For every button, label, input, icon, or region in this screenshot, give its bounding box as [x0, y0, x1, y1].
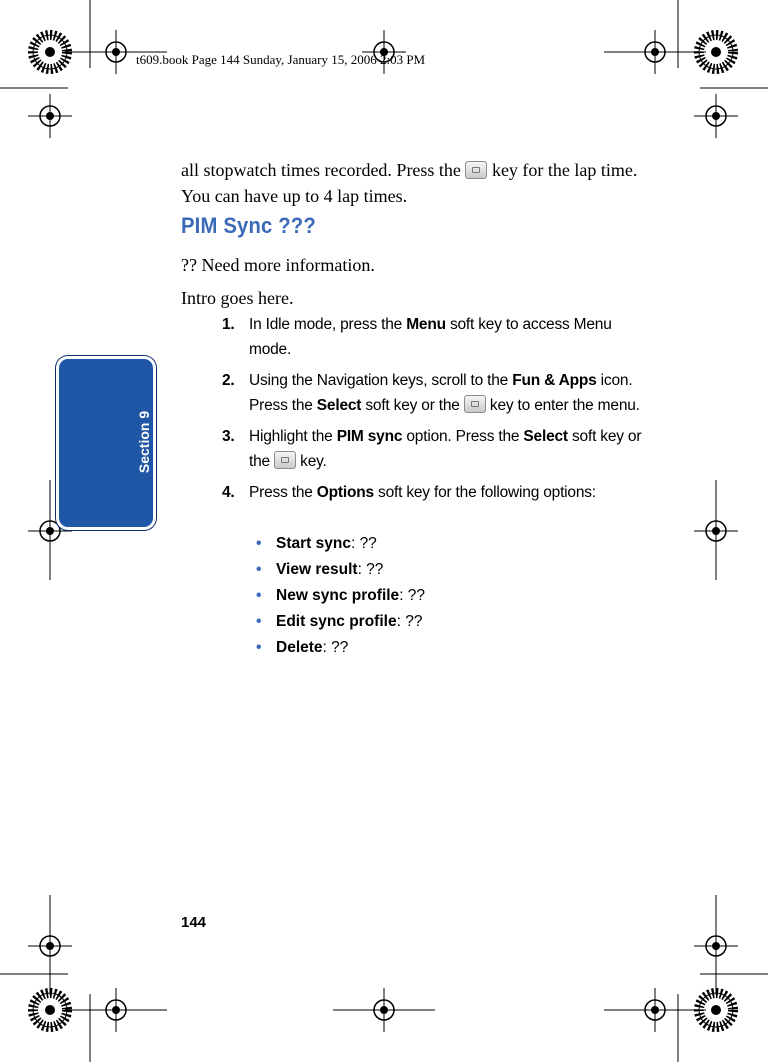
option-description: : ??: [350, 535, 377, 552]
step-number: 2.: [222, 372, 235, 389]
step-emphasis: Options: [316, 484, 374, 501]
step-text: Press the: [249, 484, 317, 501]
step-text: Highlight the: [249, 428, 337, 445]
ok-key-icon: [464, 395, 486, 413]
page-number: 144: [181, 914, 207, 931]
step-item: [222, 424, 642, 474]
step-item: [222, 368, 642, 418]
registration-star-top-left: [33, 35, 67, 69]
step-text: key to enter the menu.: [485, 397, 640, 414]
step-text: icon. Press the: [249, 372, 633, 414]
step-item: [222, 480, 642, 505]
option-name: Start sync: [276, 535, 351, 552]
step-number: 4.: [222, 484, 235, 501]
step-emphasis: Menu: [406, 316, 446, 333]
bullet-icon: •: [256, 535, 262, 552]
info-note: ?? Need more information.: [181, 255, 375, 275]
step-text: soft key or the: [249, 428, 642, 470]
book-header-line: t609.book Page 144 Sunday, January 15, 2006 2:03 PM: [136, 52, 426, 67]
step-number: 3.: [222, 428, 235, 445]
bullet-icon: •: [256, 587, 262, 604]
step-text: In Idle mode, press the: [249, 316, 407, 333]
option-item: [256, 531, 425, 557]
step-text: key.: [296, 453, 327, 470]
step-text: soft key for the following options:: [373, 484, 596, 501]
option-description: : ??: [357, 561, 384, 578]
step-emphasis: Select: [523, 428, 568, 445]
section-tab-label: Section 9: [136, 410, 152, 474]
option-item: [256, 609, 425, 635]
step-emphasis: Fun & Apps: [512, 372, 597, 389]
ok-key-icon: [465, 161, 487, 179]
option-name: View result: [276, 561, 358, 578]
intro-paragraph: [181, 157, 649, 209]
options-list: [256, 531, 425, 661]
step-text: option. Press the: [402, 428, 524, 445]
step-emphasis: Select: [316, 397, 362, 414]
bullet-icon: •: [256, 561, 262, 578]
step-emphasis: PIM sync: [336, 428, 403, 445]
option-description: : ??: [396, 613, 423, 630]
step-text: Using the Navigation keys, scroll to the: [249, 372, 513, 389]
option-name: Delete: [276, 639, 323, 656]
bullet-icon: •: [256, 639, 262, 656]
step-text: soft key to access Menu mode.: [249, 316, 612, 358]
registration-star-bottom-left: [33, 993, 67, 1027]
intro-text-after-key: key for the lap time. You can have up to 4 lap times.: [181, 160, 638, 206]
option-item: [256, 635, 425, 661]
option-description: : ??: [322, 639, 349, 656]
step-text: soft key or the: [361, 397, 464, 414]
intro-text-before-key: all stopwatch times recorded. Press the: [181, 160, 466, 180]
option-item: [256, 583, 425, 609]
step-item: [222, 312, 642, 362]
option-item: [256, 557, 425, 583]
intro-line: Intro goes here.: [181, 288, 294, 308]
section-heading: PIM Sync ???: [181, 213, 316, 238]
bullet-icon: •: [256, 613, 262, 630]
step-number: 1.: [222, 316, 235, 333]
option-name: New sync profile: [276, 587, 400, 604]
option-name: Edit sync profile: [276, 613, 397, 630]
option-description: : ??: [399, 587, 426, 604]
ok-key-icon: [274, 451, 296, 469]
steps-list: [222, 312, 642, 511]
